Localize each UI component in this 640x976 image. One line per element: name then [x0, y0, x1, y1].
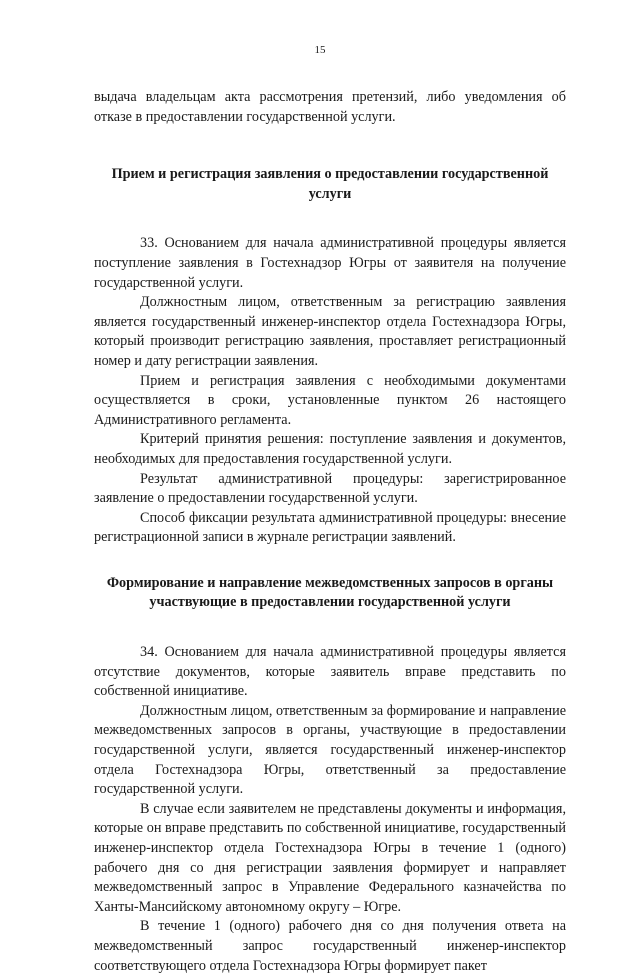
page-number: 15	[314, 44, 326, 56]
spacer	[94, 613, 566, 643]
paragraph-33: 33. Основанием для начала административной процедуры является поступление заявления в Гостехнадзор Югры от заявителя на получение государственной услуги.	[94, 235, 566, 291]
spacer	[94, 204, 566, 234]
paragraph-decision-criterion: Критерий принятия решения: поступление заявления и документов, необходимых для предоставления государственной услуги.	[94, 431, 566, 467]
paragraph-deadlines: Прием и регистрация заявления с необходимыми документами осуществляется в сроки, установленные пунктом 26 настоящего Административного регламента.	[94, 372, 566, 428]
spacer	[94, 548, 566, 574]
paragraph-34: 34. Основанием для начала административной процедуры является отсутствие документов, которые заявитель вправе представить по собственной инициативе.	[94, 644, 566, 700]
section-heading-reception: Прием и регистрация заявления о предоставлении государственной услуги	[111, 166, 549, 202]
paragraph-request-procedure: В случае если заявителем не представлены документы и информация, которые он вправе представить по собственной инициативе, государственный инженер-инспектор отдела Гостехнадзора Югры в течение 1 (одного) рабочего дня со дня регистрации заявления формирует и направляет межведомственный запрос в Управление Федерального казначейства по Ханты-Мансийскому автономному округу – Югре.	[94, 800, 566, 915]
paragraph-result: Результат административной процедуры: зарегистрированное заявление о предоставлении государственной услуги.	[94, 470, 566, 507]
document-body	[94, 88, 566, 976]
section-heading-interagency-requests: Формирование и направление межведомственных запросов в органы участвующие в предоставлении государственной услуги	[106, 574, 554, 611]
paragraph-fixation-method: Способ фиксации результата административной процедуры: внесение регистрационной записи в журнале регистрации заявлений.	[94, 509, 566, 546]
paragraph-response-processing: В течение 1 (одного) рабочего дня со дня получения ответа на межведомственный запрос государственный инженер-инспектор соответствующего отдела Гостехнадзора Югры формирует пакет	[94, 918, 566, 974]
spacer	[94, 127, 566, 165]
paragraph-responsible-requests: Должностным лицом, ответственным за формирование и направление межведомственных запросов в органы, участвующие в предоставлении государственной услуги, является государственный инженер-инспектор отдела Гостехнадзора Югры, ответственный за предоставление государственной услуги.	[94, 702, 566, 798]
paragraph-responsible-registration: Должностным лицом, ответственным за регистрацию заявления является государственный инженер-инспектор отдела Гостехнадзора Югры, который производит регистрацию заявления, проставляет регистрационный номер и дату регистрации заявления.	[94, 294, 566, 369]
intro-paragraph: выдача владельцам акта рассмотрения претензий, либо уведомления об отказе в предоставлении государственной услуги.	[94, 89, 566, 125]
